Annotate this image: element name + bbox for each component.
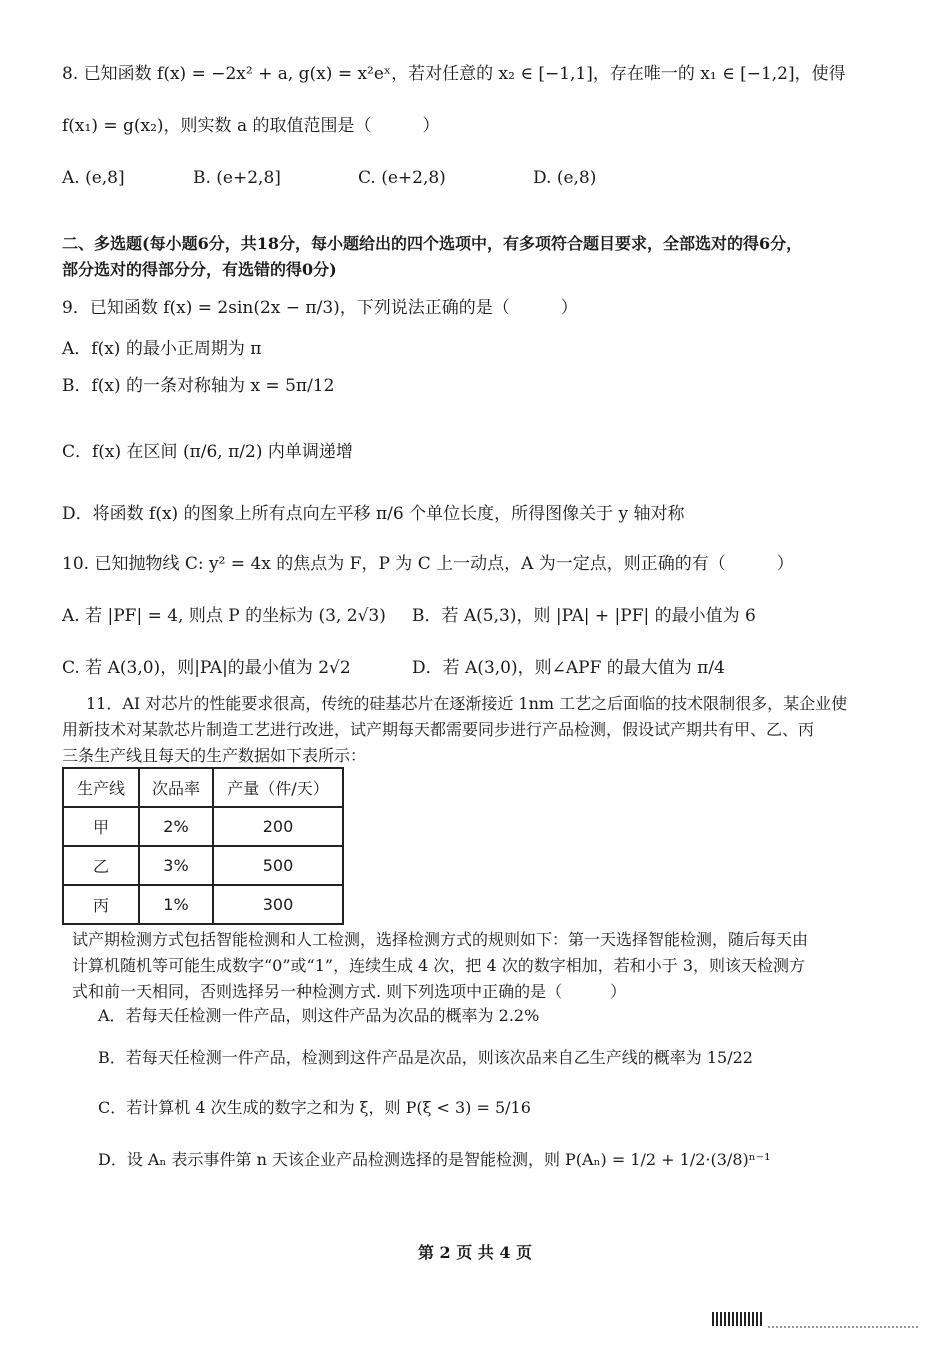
table-cell: 甲 [63, 807, 139, 846]
section-2-line2: 部分选对的得部分分，有选错的得0分) [62, 260, 337, 279]
table-cell: 2% [139, 807, 213, 846]
q11-option-c: C．若计算机 4 次生成的数字之和为 ξ，则 P(ξ < 3) = 5/16 [98, 1098, 531, 1117]
q8-stem-line1: 8. 已知函数 f(x) = −2x² + a, g(x) = x²eˣ，若对任意的 x₂ ∈ [−1,1]，存在唯一的 x₁ ∈ [−1,2]，使得 [62, 64, 846, 84]
table-header-cell: 次品率 [139, 768, 213, 807]
q10-stem: 10. 已知抛物线 C: y² = 4x 的焦点为 F，P 为 C 上一动点，A 为一定点，则正确的有（ ） [62, 554, 794, 574]
page-footer: 第 2 页 共 4 页 [417, 1243, 533, 1262]
table-header-cell: 生产线 [63, 768, 139, 807]
q10-option-a: A. 若 |PF| = 4, 则点 P 的坐标为 (3, 2√3) [62, 606, 386, 626]
q8-stem-line2: f(x₁) = g(x₂)，则实数 a 的取值范围是（ ） [62, 116, 440, 136]
table-header-row [63, 768, 343, 807]
q9-option-d: D．将函数 f(x) 的图象上所有点向左平移 π/6 个单位长度，所得图像关于 y 轴对称 [62, 504, 685, 524]
q11-option-d: D．设 Aₙ 表示事件第 n 天该企业产品检测选择的是智能检测，则 P(Aₙ) = 1/2 + 1/2·(3/8)ⁿ⁻¹ [98, 1150, 771, 1169]
table-cell: 300 [213, 885, 343, 924]
table-cell: 500 [213, 846, 343, 885]
q11-rule-line1: 试产期检测方式包括智能检测和人工检测，选择检测方式的规则如下：第一天选择智能检测，随后每天由 [72, 930, 809, 949]
q11-rule-line2: 计算机随机等可能生成数字“0”或“1”，连续生成 4 次，把 4 次的数字相加，若和小于 3，则该天检测方 [72, 956, 806, 975]
q9-option-a: A．f(x) 的最小正周期为 π [62, 339, 262, 359]
q11-option-b: B．若每天任检测一件产品，检测到这件产品是次品，则该次品来自乙生产线的概率为 15/22 [98, 1048, 753, 1067]
q11-option-a: A．若每天任检测一件产品，则这件产品为次品的概率为 2.2% [98, 1006, 540, 1025]
q8-option-c: C. (e+2,8) [358, 168, 446, 188]
scan-artifact [768, 1318, 918, 1328]
table-header-cell: 产量（件/天） [213, 768, 343, 807]
q11-intro-line2: 用新技术对某款芯片制造工艺进行改进，试产期每天都需要同步进行产品检测，假设试产期共有甲、乙、丙 [62, 720, 815, 739]
q10-option-c: C. 若 A(3,0)，则|PA|的最小值为 2√2 [62, 658, 351, 678]
table-row [63, 846, 343, 885]
q9-stem: 9．已知函数 f(x) = 2sin(2x − π/3)，下列说法正确的是（ ） [62, 298, 578, 318]
qr-code-icon [712, 1312, 762, 1326]
q8-option-a: A. (e,8] [62, 168, 125, 188]
table-row [63, 885, 343, 924]
q8-option-d: D. (e,8) [533, 168, 597, 188]
table-cell: 丙 [63, 885, 139, 924]
table-row [63, 807, 343, 846]
q11-intro-line1: 11．AI 对芯片的性能要求很高，传统的硅基芯片在逐渐接近 1nm 工艺之后面临的技术限制很多，某企业使 [86, 694, 848, 713]
section-2-line1: 二、多选题(每小题6分，共18分，每小题给出的四个选项中，有多项符合题目要求，全部选对的得6分， [62, 234, 803, 253]
q11-intro-line3: 三条生产线且每天的生产数据如下表所示： [62, 746, 367, 765]
q11-rule-line3: 式和前一天相同，否则选择另一种检测方式. 则下列选项中正确的是（ ） [72, 982, 627, 1001]
q10-option-b: B．若 A(5,3)，则 |PA| + |PF| 的最小值为 6 [412, 606, 756, 626]
q10-option-d: D．若 A(3,0)，则∠APF 的最大值为 π/4 [412, 658, 725, 678]
q9-option-b: B．f(x) 的一条对称轴为 x = 5π/12 [62, 376, 335, 396]
table-cell: 200 [213, 807, 343, 846]
table-cell: 乙 [63, 846, 139, 885]
q8-option-b: B. (e+2,8] [193, 168, 281, 188]
q9-option-c: C．f(x) 在区间 (π/6, π/2) 内单调递增 [62, 442, 353, 462]
production-table [62, 767, 344, 925]
table-cell: 1% [139, 885, 213, 924]
table-cell: 3% [139, 846, 213, 885]
